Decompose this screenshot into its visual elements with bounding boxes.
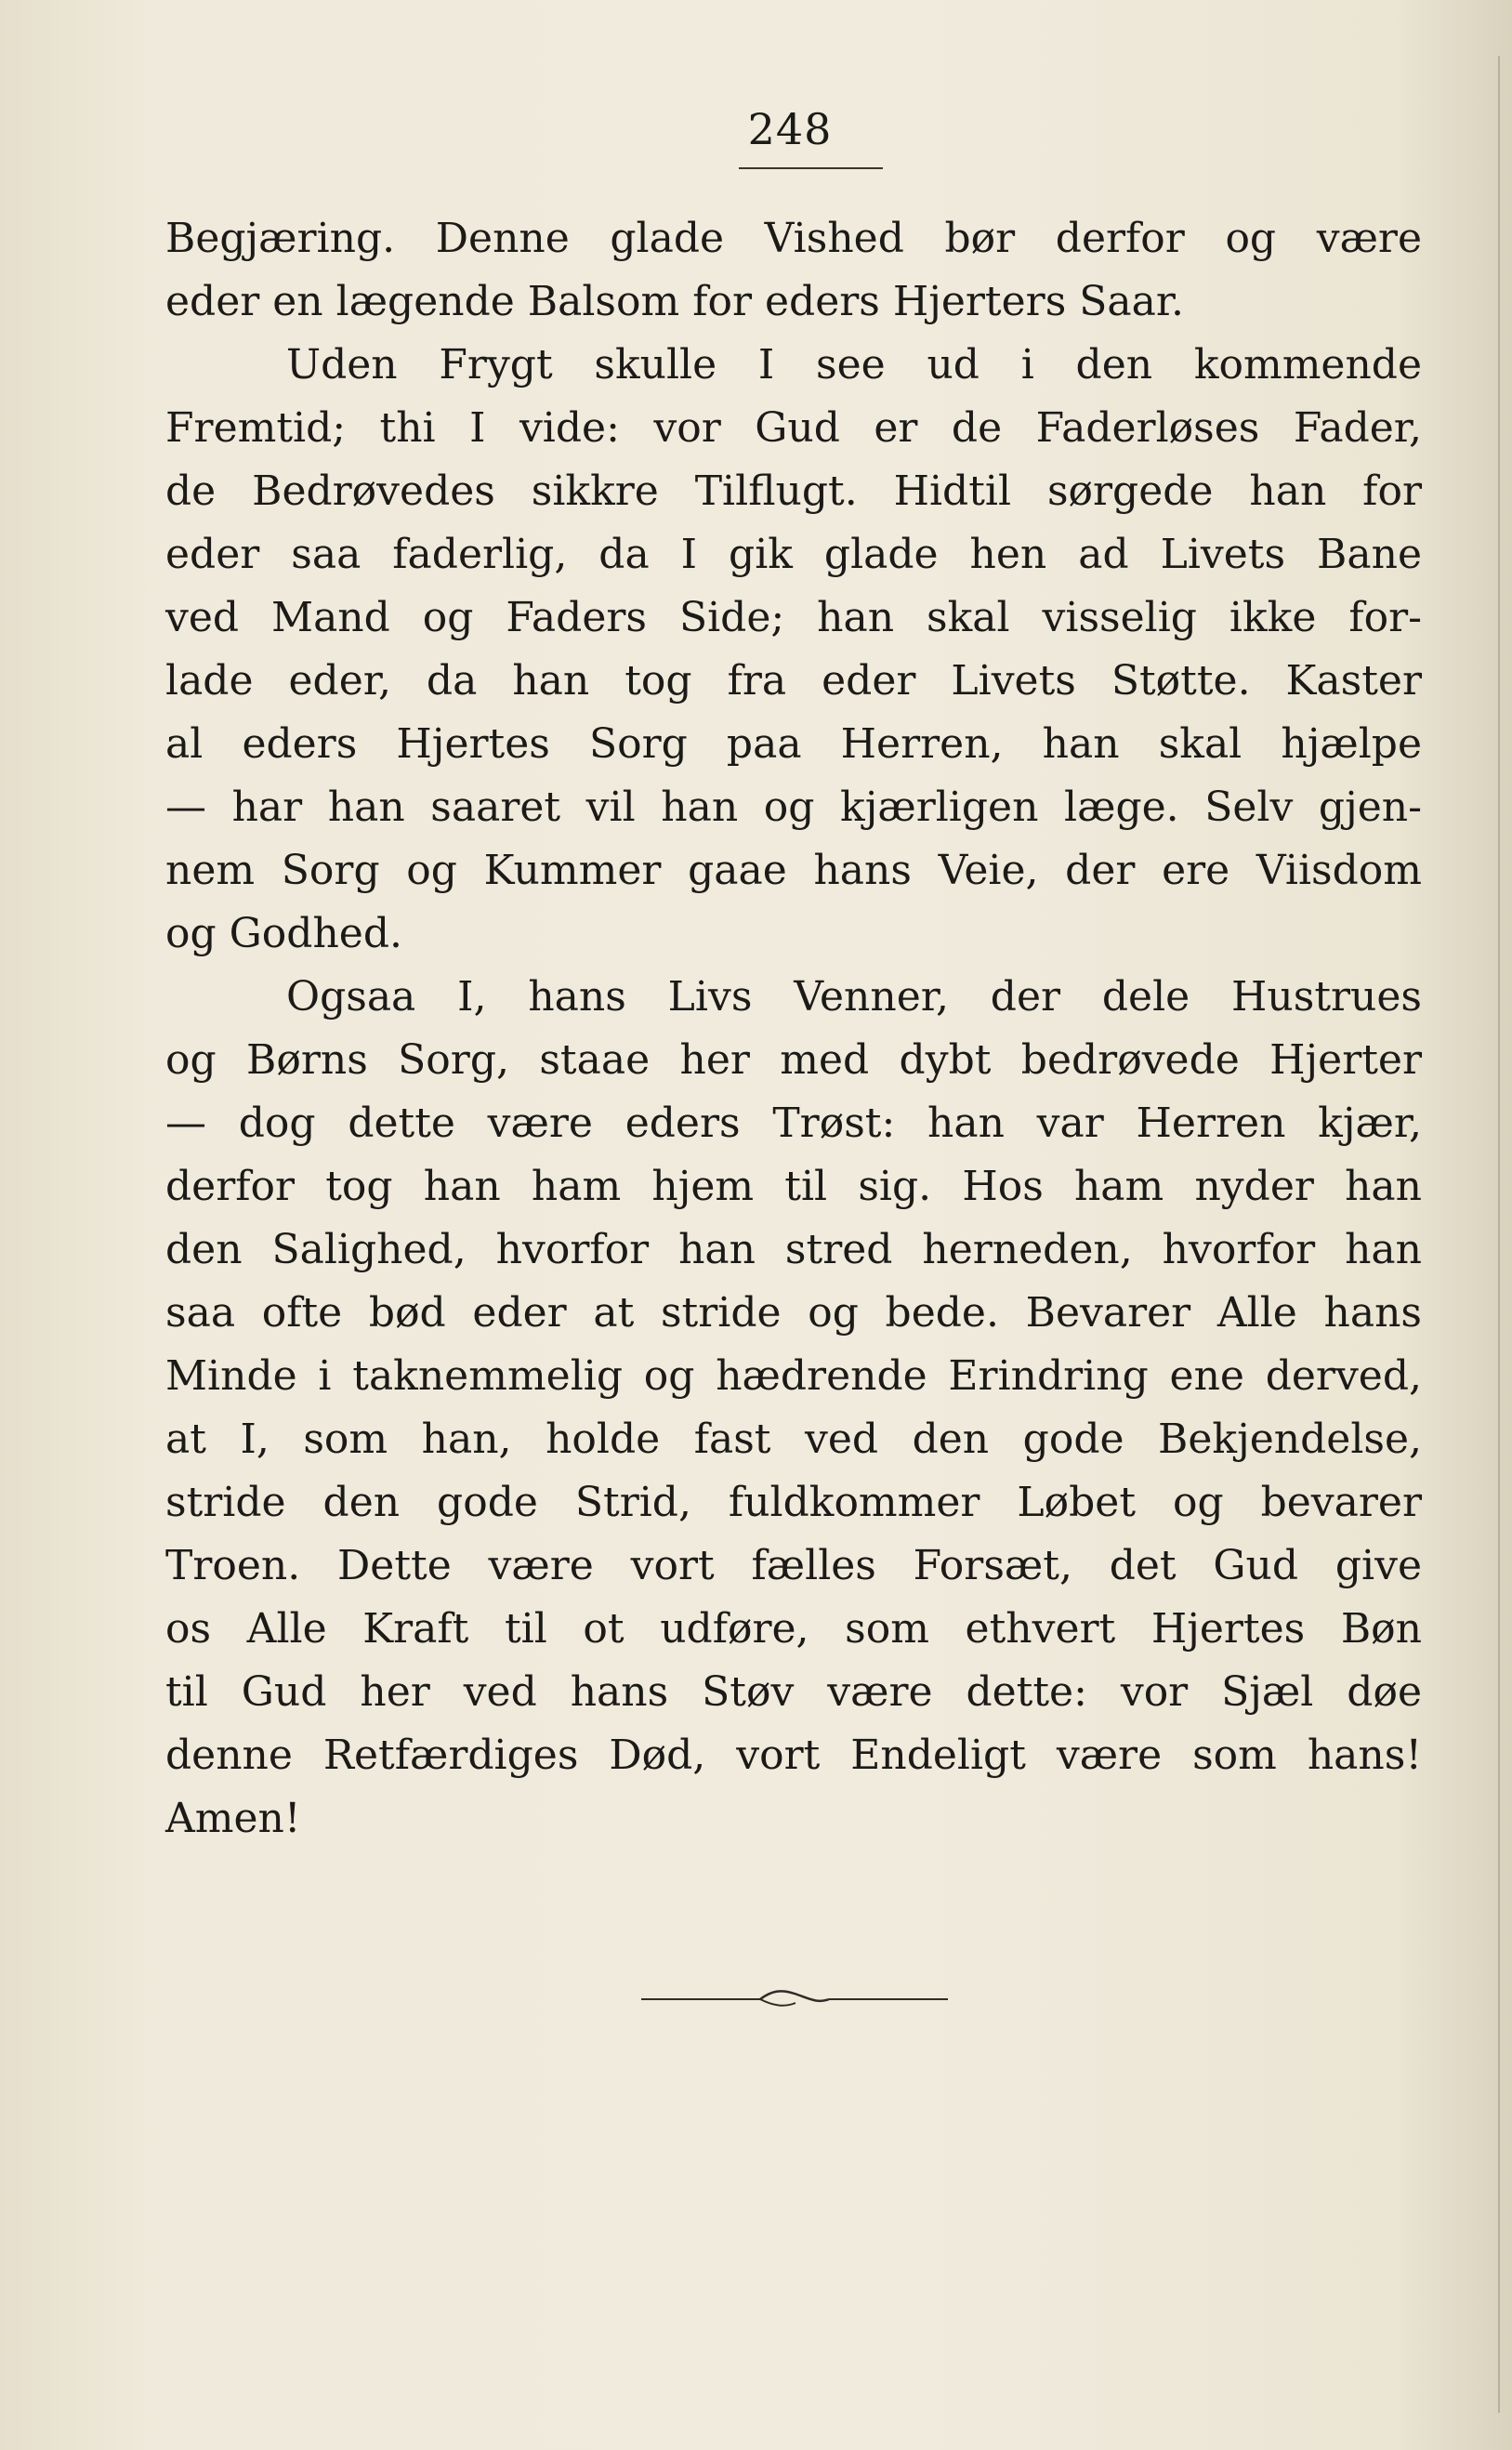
- text-line: lade eder, da han tog fra eder Livets Støtte. Kaster: [165, 657, 1422, 705]
- text-line: Fremtid; thi I vide: vor Gud er de Faderløses Fader,: [165, 404, 1422, 452]
- text-line: at I, som han, holde fast ved den gode Bekjendelse,: [165, 1416, 1422, 1463]
- text-line: de Bedrøvedes sikkre Tilflugt. Hidtil sørgede han for: [165, 468, 1422, 515]
- text-line: den Salighed, hvorfor han stred herneden, hvorfor han: [165, 1226, 1422, 1273]
- text-line: Begjæring. Denne glade Vished bør derfor og være: [165, 215, 1422, 262]
- page-number: 248: [747, 104, 833, 154]
- text-line: denne Retfærdiges Død, vort Endeligt være som hans!: [165, 1732, 1422, 1779]
- text-line: til Gud her ved hans Støv være dette: vor Sjæl døe: [165, 1668, 1422, 1716]
- text-line: — dog dette være eders Trøst: han var Herren kjær,: [165, 1100, 1422, 1147]
- text-line: Minde i taknemmelig og hædrende Erindring ene derved,: [165, 1352, 1422, 1400]
- text-line: al eders Hjertes Sorg paa Herren, han skal hjælpe: [165, 720, 1422, 768]
- text-line: — har han saaret vil han og kjærligen læge. Selv gjen-: [165, 784, 1422, 831]
- text-line: og Børns Sorg, staae her med dybt bedrøvede Hjerter: [165, 1036, 1422, 1084]
- text-line: og Godhed.: [165, 910, 402, 957]
- body-text: [165, 207, 1422, 1851]
- text-line: derfor tog han ham hjem til sig. Hos ham nyder han: [165, 1163, 1422, 1210]
- text-line: stride den gode Strid, fuldkommer Løbet og bevarer: [165, 1479, 1422, 1526]
- text-line: Uden Frygt skulle I see ud i den kommende: [286, 341, 1422, 389]
- end-ornament: [641, 1985, 948, 2013]
- page-number-rule: [739, 167, 883, 169]
- page-edge-line: [1498, 56, 1500, 2413]
- text-line: Amen!: [165, 1795, 301, 1842]
- text-line: ved Mand og Faders Side; han skal visselig ikke for-: [165, 594, 1422, 641]
- text-line: nem Sorg og Kummer gaae hans Veie, der ere Viisdom: [165, 847, 1422, 894]
- text-line: os Alle Kraft til ot udføre, som ethvert Hjertes Bøn: [165, 1605, 1422, 1653]
- text-line: saa ofte bød eder at stride og bede. Bevarer Alle hans: [165, 1289, 1422, 1337]
- text-line: Ogsaa I, hans Livs Venner, der dele Hustrues: [286, 973, 1422, 1021]
- text-line: Troen. Dette være vort fælles Forsæt, det Gud give: [165, 1542, 1422, 1589]
- text-line: eder en lægende Balsom for eders Hjerters Saar.: [165, 278, 1185, 325]
- text-line: eder saa faderlig, da I gik glade hen ad Livets Bane: [165, 531, 1422, 578]
